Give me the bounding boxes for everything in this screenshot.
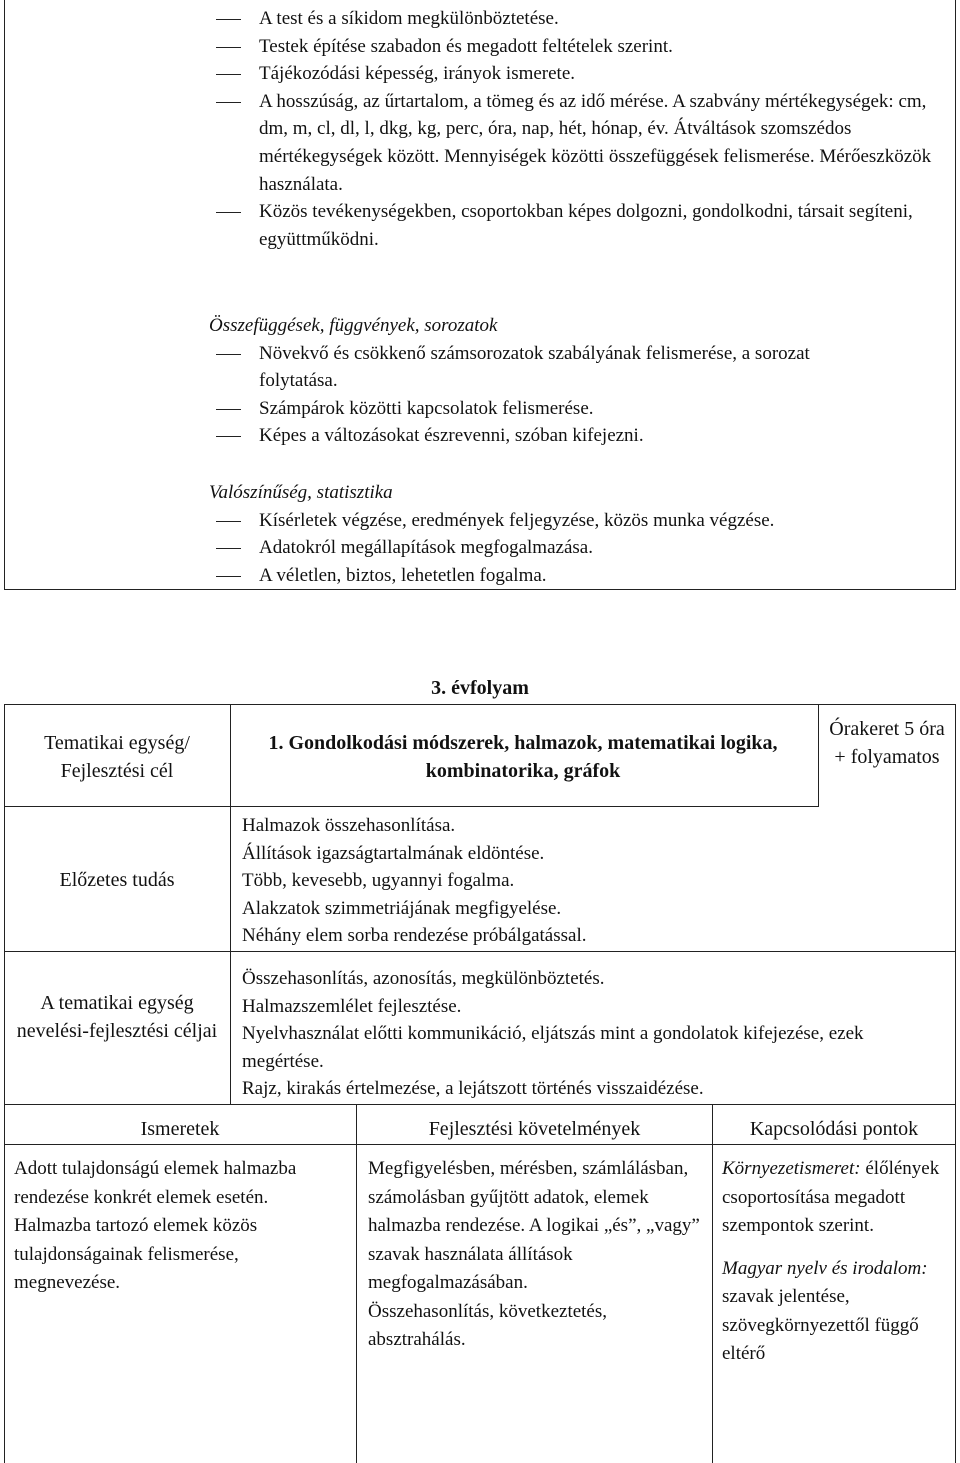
label-column-divider (230, 704, 231, 1105)
list-item: A hosszúság, az űrtartalom, a tömeg és az idő mérése. A szabvány mértékegységek: cm, dm, m, cl, dl, l, dkg, kg, perc, óra, nap, hét, hónap, év. Átváltások szomszédos mértékegységek között. Mennyiségek közötti összefüggések felismerése. Mérőeszközök használata. (213, 88, 953, 198)
section-b (209, 312, 953, 450)
list-item: Kísérletek végzése, eredmények feljegyzése, közös munka végzése. (213, 507, 953, 535)
knowledge-content (14, 1155, 339, 1298)
goals-label: A tematikai egység nevelési-fejlesztési céljai (16, 992, 218, 1042)
prior-knowledge-label: Előzetes tudás (59, 869, 175, 891)
text-line: Halmazszemlélet fejlesztése. (242, 995, 462, 1017)
list-item: A test és a síkidom megkülönböztetése. (213, 5, 953, 33)
grade-title: 3. évfolyam (431, 677, 529, 699)
list-item: A véletlen, biztos, lehetetlen fogalma. (213, 562, 953, 590)
text-line: Több, kevesebb, ugyannyi fogalma. (242, 870, 515, 892)
table-border-right (955, 704, 956, 1463)
top-box-left-border (4, 0, 5, 590)
paragraph (722, 1255, 950, 1369)
goals-content (242, 965, 902, 1103)
column-header-requirements: Fejlesztési követelmények (428, 1118, 641, 1140)
list-item: Tájékozódási képesség, irányok ismerete. (213, 60, 953, 88)
list-item: Számpárok közötti kapcsolatok felismerése. (213, 395, 953, 423)
paragraph: Megfigyelésben, mérésben, számlálásban, számolásban gyűjtött adatok, elemek halmazba rendezése. A logikai „és”, „vagy” szavak használata állítások megfogalmazásában. (368, 1158, 700, 1293)
subject-text: élőlények csoportosítása megadott szempontok szerint. (722, 1158, 940, 1236)
section-heading: Összefüggések, függvények, sorozatok (209, 315, 498, 336)
unit-label: Tematikai egység/ Fejlesztési cél (44, 732, 190, 782)
content-column-divider (356, 1104, 357, 1463)
hours-column-divider (818, 704, 819, 807)
list-item: Közös tevékenységekben, csoportokban képes dolgozni, gondolkodni, társait segíteni, együttműködni. (213, 198, 953, 253)
text-line: Néhány elem sorba rendezése próbálgatással. (242, 925, 587, 947)
section-heading: Valószínűség, statisztika (209, 482, 393, 503)
table-border-left (4, 704, 5, 1463)
text-line: Rajz, kirakás értelmezése, a lejátszott történés visszaidézése. (242, 1078, 704, 1100)
text-line: Halmazok összehasonlítása. (242, 815, 456, 836)
subject-name: Magyar nyelv és irodalom: (722, 1257, 928, 1279)
table-row-divider (4, 951, 956, 952)
unit-title: 1. Gondolkodási módszerek, halmazok, matematikai logika, kombinatorika, gráfok (268, 732, 778, 782)
list-item: Testek építése szabadon és megadott feltételek szerint. (213, 33, 953, 61)
content-column-divider (712, 1104, 713, 1463)
requirements-content (368, 1155, 708, 1355)
subject-text: szavak jelentése, szövegkörnyezettől függő eltérő (722, 1286, 919, 1364)
list-item: Képes a változásokat észrevenni, szóban kifejezni. (213, 422, 953, 450)
hours-label: Órakeret 5 óra + folyamatos (829, 718, 945, 768)
paragraph: Összehasonlítás, következtetés, absztrahálás. (368, 1300, 608, 1350)
table-border-top (4, 704, 956, 705)
table-row-divider (4, 1144, 956, 1145)
text-line: Állítások igazságtartalmának eldöntése. (242, 842, 545, 864)
table-row-divider (4, 806, 818, 807)
column-header-connections: Kapcsolódási pontok (749, 1118, 919, 1140)
section-c (209, 479, 953, 589)
paragraph: Adott tulajdonságú elemek halmazba rendezése konkrét elemek esetén. (14, 1158, 297, 1208)
table-row-divider (4, 1104, 956, 1105)
top-box-right-border (955, 0, 956, 590)
prior-knowledge-content (242, 812, 942, 950)
text-line: Összehasonlítás, azonosítás, megkülönböztetés. (242, 968, 605, 989)
subject-name: Környezetismeret: (722, 1158, 861, 1179)
top-list-a (213, 5, 953, 253)
paragraph (722, 1155, 950, 1241)
paragraph: Halmazba tartozó elemek közös tulajdonságainak felismerése, megnevezése. (14, 1215, 258, 1293)
text-line: Nyelvhasználat előtti kommunikáció, eljátszás mint a gondolatok kifejezése, ezek megértése. (242, 1023, 864, 1072)
column-header-knowledge: Ismeretek (140, 1118, 220, 1140)
list-item: Növekvő és csökkenő számsorozatok szabályának felismerése, a sorozat folytatása. (213, 340, 953, 395)
text-line: Alakzatok szimmetriájának megfigyelése. (242, 897, 562, 919)
connections-content (722, 1155, 950, 1369)
list-item: Adatokról megállapítások megfogalmazása. (213, 534, 953, 562)
